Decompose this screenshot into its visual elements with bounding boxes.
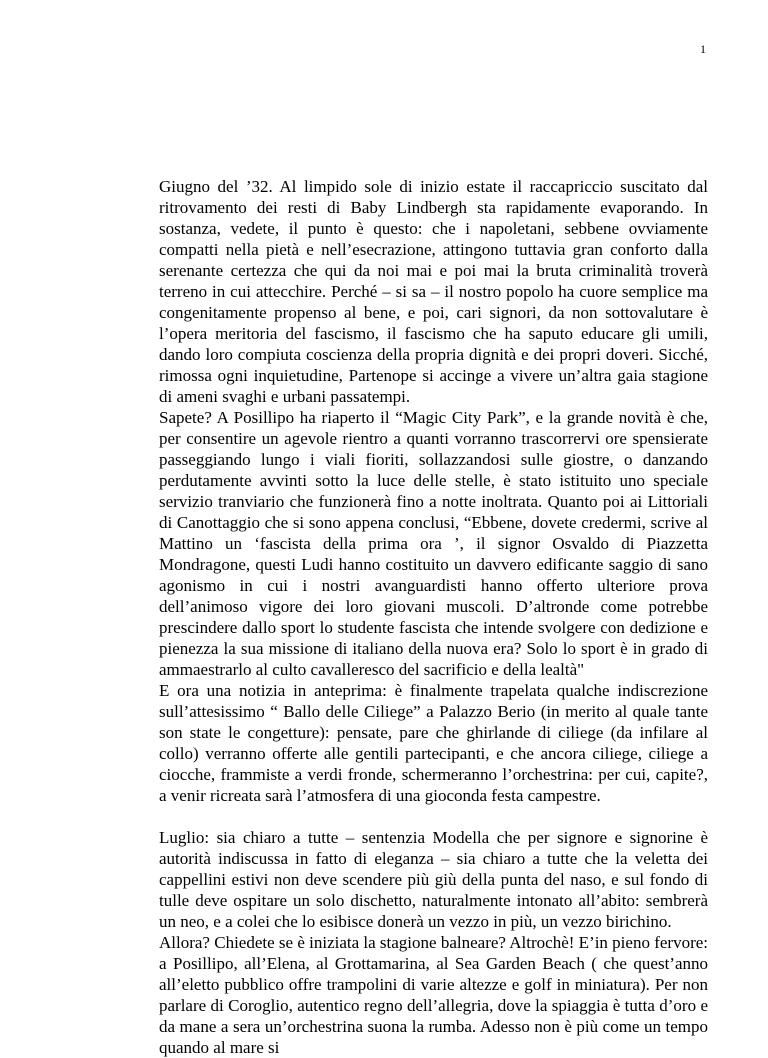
- paragraph-sapete: Sapete? A Posillipo ha riaperto il “Magic City Park”, e la grande novità è che, per consentire un agevole rientro a quanti vorranno trascorrervi ore spensierate passeggiando lungo i viali fioriti, sollazzandosi sulle giostre, o danzando perdutamente avvinti sotto la luce delle stelle, è stato istituito uno speciale servizio tranviario che funzionerà fino a notte inoltrata. Quanto poi ai Littoriali di Canottaggio che si sono appena conclusi, “Ebbene, dovete credermi, scrive al Mattino un ‘fascista della prima ora ’, il signor Osvaldo di Piazzetta Mondragone, questi Ludi hanno costituito un davvero edificante saggio di sano agonismo in cui i nostri avanguardisti hanno offerto ulteriore prova dell’animoso vigore dei loro giovani muscoli. D’altronde come potrebbe prescindere dallo sport lo studente fascista che intende svolgere con dedizione e pienezza la sua missione di italiano della nuova era? Solo lo sport è in grado di ammaestrarlo al culto cavalleresco del sacrificio e della lealtà": [159, 408, 708, 679]
- document-body: [159, 176, 708, 1058]
- paragraph-ballo-ciliege: E ora una notizia in anteprima: è finalmente trapelata qualche indiscrezione sull’attesissimo “ Ballo delle Ciliege” a Palazzo Berio (in merito al quale tante son state le congetture): pensate, pare che ghirlande di ciliege (da infilare al collo) verranno offerte alle gentili partecipanti, e che ancora ciliege, ciliege a ciocche, frammiste a verdi fronde, schermeranno l’orchestrina: per cui, capite?, a venir ricreata sarà l’atmosfera di una gioconda festa campestre.: [159, 681, 708, 805]
- paragraph-allora: Allora? Chiedete se è iniziata la stagione balneare? Altrochè! E’in pieno fervore: a Posillipo, all’Elena, al Grottamarina, al Sea Garden Beach ( che quest’anno all’eletto pubblico offre trampolini di varie altezze e golf in miniatura). Per non parlare di Coroglio, autentico regno dell’allegria, dove la spiaggia è tutta d’oro e da mane a sera un’orchestrina suona la rumba. Adesso non è più come un tempo quando al mare si: [159, 933, 708, 1057]
- paragraph-giugno: Giugno del ’32. Al limpido sole di inizio estate il raccapriccio suscitato dal ritrovamento dei resti di Baby Lindbergh sta rapidamente evaporando. In sostanza, vedete, il punto è questo: che i napoletani, sebbene ovviamente compatti nella pietà e nell’esecrazione, attingono tuttavia gran conforto dalla serenante certezza che qui da noi mai e poi mai la bruta criminalità troverà terreno in cui attecchire. Perché – si sa – il nostro popolo ha cuore semplice ma congenitamente propenso al bene, e poi, cari signori, da non sottovalutare è l’opera meritoria del fascismo, il fascismo che ha saputo educare gli umili, dando loro compiuta coscienza della propria dignità e dei propri doveri. Sicché, rimossa ogni inquietudine, Partenope si accinge a vivere un’altra gaia stagione di ameni svaghi e urbani passatempi.: [159, 177, 708, 406]
- page-number: 1: [700, 42, 706, 56]
- paragraph-luglio: Luglio: sia chiaro a tutte – sentenzia Modella che per signore e signorine è autorità indiscussa in fatto di eleganza – sia chiaro a tutte che la veletta dei cappellini estivi non deve scendere più giù della punta del naso, e sul fondo di tulle deve ospitare un solo dischetto, naturalmente intonato all’abito: sembrerà un neo, e a colei che lo esibisce donerà un vezzo in più, un vezzo birichino.: [159, 828, 708, 931]
